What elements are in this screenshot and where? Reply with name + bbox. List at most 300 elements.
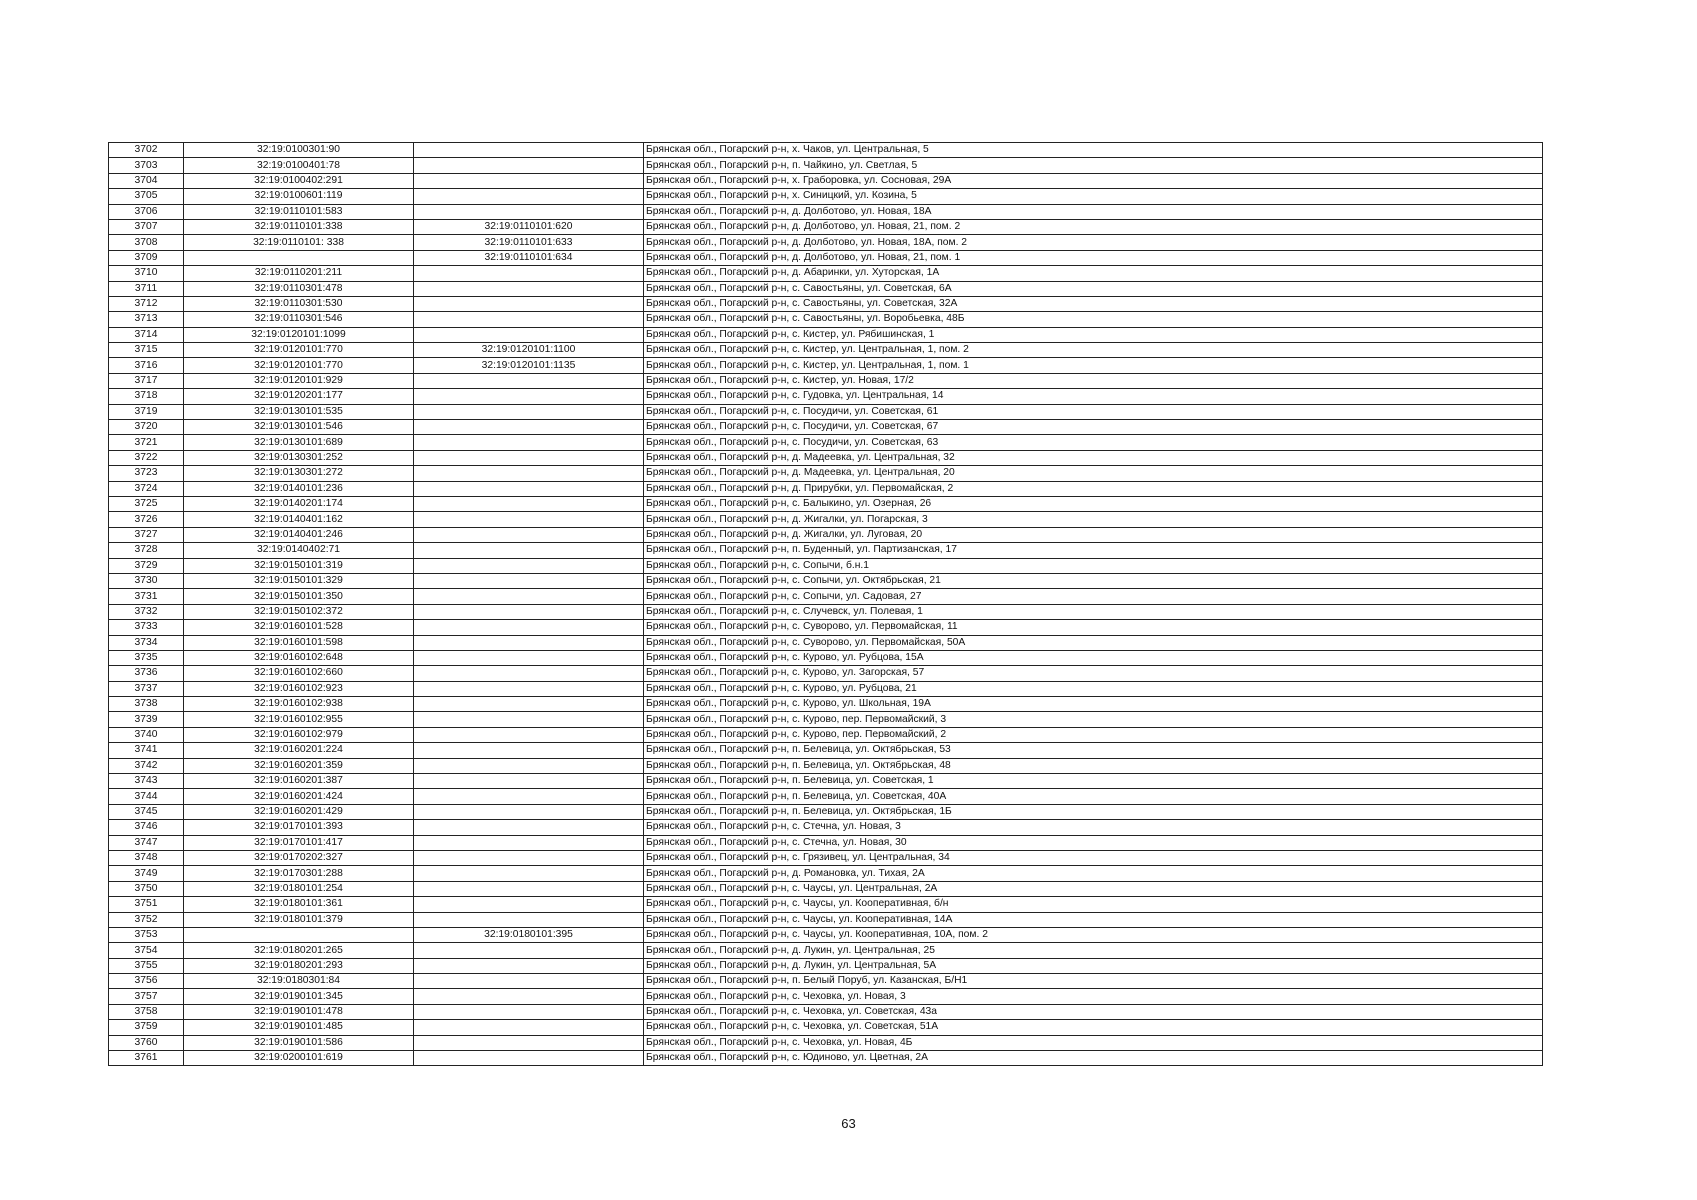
row-number-cell: 3756 <box>109 974 184 989</box>
row-number-cell: 3710 <box>109 266 184 281</box>
address-cell: Брянская обл., Погарский р-н, с. Юдиново, ул. Цветная, 2А <box>644 1051 1543 1066</box>
row-number-cell: 3717 <box>109 373 184 388</box>
premises-cadastral-number-cell <box>414 527 644 542</box>
premises-cadastral-number-cell <box>414 496 644 511</box>
table-row <box>109 1051 1543 1066</box>
premises-cadastral-number-cell <box>414 420 644 435</box>
table-row <box>109 650 1543 665</box>
cadastral-number-cell: 32:19:0180201:293 <box>184 958 414 973</box>
address-cell: Брянская обл., Погарский р-н, с. Курово, ул. Рубцова, 15А <box>644 650 1543 665</box>
address-cell: Брянская обл., Погарский р-н, д. Долботово, ул. Новая, 21, пом. 1 <box>644 250 1543 265</box>
row-number-cell: 3726 <box>109 512 184 527</box>
cadastral-number-cell: 32:19:0130301:272 <box>184 466 414 481</box>
premises-cadastral-number-cell <box>414 604 644 619</box>
premises-cadastral-number-cell <box>414 450 644 465</box>
address-cell: Брянская обл., Погарский р-н, с. Чеховка, ул. Новая, 4Б <box>644 1035 1543 1050</box>
cadastral-number-cell: 32:19:0160102:923 <box>184 681 414 696</box>
row-number-cell: 3728 <box>109 543 184 558</box>
cadastral-number-cell: 32:19:0120101:1099 <box>184 327 414 342</box>
table-row <box>109 558 1543 573</box>
cadastral-number-cell <box>184 927 414 942</box>
address-cell: Брянская обл., Погарский р-н, с. Сопычи, ул. Октябрьская, 21 <box>644 573 1543 588</box>
premises-cadastral-number-cell <box>414 312 644 327</box>
cadastral-number-cell: 32:19:0180101:379 <box>184 912 414 927</box>
row-number-cell: 3761 <box>109 1051 184 1066</box>
premises-cadastral-number-cell <box>414 1035 644 1050</box>
table-row <box>109 1020 1543 1035</box>
row-number-cell: 3759 <box>109 1020 184 1035</box>
table-row <box>109 158 1543 173</box>
premises-cadastral-number-cell <box>414 866 644 881</box>
address-cell: Брянская обл., Погарский р-н, с. Кистер, ул. Новая, 17/2 <box>644 373 1543 388</box>
premises-cadastral-number-cell: 32:19:0110101:634 <box>414 250 644 265</box>
address-cell: Брянская обл., Погарский р-н, п. Буденный, ул. Партизанская, 17 <box>644 543 1543 558</box>
table-row <box>109 481 1543 496</box>
table-row <box>109 620 1543 635</box>
row-number-cell: 3719 <box>109 404 184 419</box>
address-cell: Брянская обл., Погарский р-н, с. Чаусы, ул. Центральная, 2А <box>644 881 1543 896</box>
row-number-cell: 3750 <box>109 881 184 896</box>
row-number-cell: 3730 <box>109 573 184 588</box>
cadastral-number-cell: 32:19:0120201:177 <box>184 389 414 404</box>
premises-cadastral-number-cell <box>414 650 644 665</box>
row-number-cell: 3716 <box>109 358 184 373</box>
row-number-cell: 3707 <box>109 219 184 234</box>
premises-cadastral-number-cell: 32:19:0110101:620 <box>414 219 644 234</box>
table-row <box>109 589 1543 604</box>
row-number-cell: 3753 <box>109 927 184 942</box>
premises-cadastral-number-cell <box>414 635 644 650</box>
table-row <box>109 943 1543 958</box>
row-number-cell: 3742 <box>109 758 184 773</box>
address-cell: Брянская обл., Погарский р-н, с. Чаусы, ул. Кооперативная, 14А <box>644 912 1543 927</box>
row-number-cell: 3706 <box>109 204 184 219</box>
table-row <box>109 420 1543 435</box>
row-number-cell: 3740 <box>109 727 184 742</box>
address-cell: Брянская обл., Погарский р-н, д. Лукин, ул. Центральная, 25 <box>644 943 1543 958</box>
address-cell: Брянская обл., Погарский р-н, с. Грязивец, ул. Центральная, 34 <box>644 850 1543 865</box>
cadastral-number-cell: 32:19:0170101:393 <box>184 820 414 835</box>
row-number-cell: 3757 <box>109 989 184 1004</box>
table-row <box>109 404 1543 419</box>
row-number-cell: 3739 <box>109 712 184 727</box>
address-cell: Брянская обл., Погарский р-н, д. Долботово, ул. Новая, 21, пом. 2 <box>644 219 1543 234</box>
premises-cadastral-number-cell <box>414 1051 644 1066</box>
table-row <box>109 343 1543 358</box>
table-row <box>109 697 1543 712</box>
row-number-cell: 3709 <box>109 250 184 265</box>
cadastral-number-cell: 32:19:0100401:78 <box>184 158 414 173</box>
table-row <box>109 143 1543 158</box>
address-cell: Брянская обл., Погарский р-н, х. Чаков, ул. Центральная, 5 <box>644 143 1543 158</box>
table-row <box>109 527 1543 542</box>
table-row <box>109 666 1543 681</box>
address-cell: Брянская обл., Погарский р-н, с. Стечна, ул. Новая, 3 <box>644 820 1543 835</box>
cadastral-number-cell: 32:19:0160101:598 <box>184 635 414 650</box>
table-row <box>109 712 1543 727</box>
cadastral-number-cell: 32:19:0160102:955 <box>184 712 414 727</box>
cadastral-number-cell: 32:19:0150101:350 <box>184 589 414 604</box>
row-number-cell: 3754 <box>109 943 184 958</box>
row-number-cell: 3702 <box>109 143 184 158</box>
row-number-cell: 3747 <box>109 835 184 850</box>
premises-cadastral-number-cell: 32:19:0120101:1100 <box>414 343 644 358</box>
address-cell: Брянская обл., Погарский р-н, п. Белевица, ул. Октябрьская, 48 <box>644 758 1543 773</box>
cadastral-number-cell: 32:19:0110101:338 <box>184 219 414 234</box>
premises-cadastral-number-cell: 32:19:0120101:1135 <box>414 358 644 373</box>
cadastral-number-cell: 32:19:0130101:535 <box>184 404 414 419</box>
table-row <box>109 189 1543 204</box>
cadastral-number-cell: 32:19:0140201:174 <box>184 496 414 511</box>
address-cell: Брянская обл., Погарский р-н, д. Мадеевка, ул. Центральная, 32 <box>644 450 1543 465</box>
address-cell: Брянская обл., Погарский р-н, с. Чеховка, ул. Новая, 3 <box>644 989 1543 1004</box>
page-number: 63 <box>841 1116 856 1131</box>
premises-cadastral-number-cell <box>414 850 644 865</box>
premises-cadastral-number-cell <box>414 897 644 912</box>
table-row <box>109 250 1543 265</box>
premises-cadastral-number-cell <box>414 1020 644 1035</box>
row-number-cell: 3731 <box>109 589 184 604</box>
cadastral-number-cell: 32:19:0140402:71 <box>184 543 414 558</box>
row-number-cell: 3738 <box>109 697 184 712</box>
address-cell: Брянская обл., Погарский р-н, с. Стечна, ул. Новая, 30 <box>644 835 1543 850</box>
property-register-table <box>108 142 1543 1066</box>
cadastral-number-cell: 32:19:0160201:359 <box>184 758 414 773</box>
premises-cadastral-number-cell <box>414 404 644 419</box>
address-cell: Брянская обл., Погарский р-н, х. Граборовка, ул. Сосновая, 29А <box>644 173 1543 188</box>
premises-cadastral-number-cell <box>414 158 644 173</box>
table-row <box>109 389 1543 404</box>
premises-cadastral-number-cell <box>414 804 644 819</box>
premises-cadastral-number-cell <box>414 558 644 573</box>
premises-cadastral-number-cell <box>414 989 644 1004</box>
address-cell: Брянская обл., Погарский р-н, х. Синицкий, ул. Козина, 5 <box>644 189 1543 204</box>
premises-cadastral-number-cell <box>414 758 644 773</box>
cadastral-number-cell: 32:19:0190101:485 <box>184 1020 414 1035</box>
premises-cadastral-number-cell <box>414 666 644 681</box>
premises-cadastral-number-cell <box>414 143 644 158</box>
row-number-cell: 3734 <box>109 635 184 650</box>
premises-cadastral-number-cell <box>414 943 644 958</box>
premises-cadastral-number-cell <box>414 912 644 927</box>
cadastral-number-cell: 32:19:0180101:254 <box>184 881 414 896</box>
table-row <box>109 235 1543 250</box>
cadastral-number-cell: 32:19:0100601:119 <box>184 189 414 204</box>
row-number-cell: 3724 <box>109 481 184 496</box>
address-cell: Брянская обл., Погарский р-н, с. Чеховка, ул. Советская, 51А <box>644 1020 1543 1035</box>
premises-cadastral-number-cell <box>414 204 644 219</box>
table-row <box>109 573 1543 588</box>
row-number-cell: 3729 <box>109 558 184 573</box>
cadastral-number-cell: 32:19:0150102:372 <box>184 604 414 619</box>
table-row <box>109 835 1543 850</box>
row-number-cell: 3744 <box>109 789 184 804</box>
cadastral-number-cell: 32:19:0120101:770 <box>184 358 414 373</box>
cadastral-number-cell: 32:19:0130101:546 <box>184 420 414 435</box>
cadastral-number-cell: 32:19:0160201:387 <box>184 774 414 789</box>
address-cell: Брянская обл., Погарский р-н, с. Посудичи, ул. Советская, 61 <box>644 404 1543 419</box>
address-cell: Брянская обл., Погарский р-н, с. Случевск, ул. Полевая, 1 <box>644 604 1543 619</box>
table-row <box>109 927 1543 942</box>
address-cell: Брянская обл., Погарский р-н, д. Жигалки, ул. Луговая, 20 <box>644 527 1543 542</box>
address-cell: Брянская обл., Погарский р-н, д. Романовка, ул. Тихая, 2А <box>644 866 1543 881</box>
cadastral-number-cell: 32:19:0160101:528 <box>184 620 414 635</box>
premises-cadastral-number-cell <box>414 774 644 789</box>
address-cell: Брянская обл., Погарский р-н, д. Жигалки, ул. Погарская, 3 <box>644 512 1543 527</box>
cadastral-number-cell: 32:19:0150101:319 <box>184 558 414 573</box>
table-row <box>109 296 1543 311</box>
row-number-cell: 3718 <box>109 389 184 404</box>
premises-cadastral-number-cell <box>414 296 644 311</box>
cadastral-number-cell: 32:19:0130101:689 <box>184 435 414 450</box>
address-cell: Брянская обл., Погарский р-н, д. Долботово, ул. Новая, 18А <box>644 204 1543 219</box>
table-row <box>109 543 1543 558</box>
table-row <box>109 758 1543 773</box>
cadastral-number-cell <box>184 250 414 265</box>
premises-cadastral-number-cell: 32:19:0110101:633 <box>414 235 644 250</box>
row-number-cell: 3725 <box>109 496 184 511</box>
row-number-cell: 3704 <box>109 173 184 188</box>
premises-cadastral-number-cell <box>414 789 644 804</box>
address-cell: Брянская обл., Погарский р-н, с. Балыкино, ул. Озерная, 26 <box>644 496 1543 511</box>
address-cell: Брянская обл., Погарский р-н, с. Курово, ул. Загорская, 57 <box>644 666 1543 681</box>
table-row <box>109 512 1543 527</box>
table-row <box>109 789 1543 804</box>
premises-cadastral-number-cell <box>414 589 644 604</box>
premises-cadastral-number-cell <box>414 389 644 404</box>
row-number-cell: 3758 <box>109 1004 184 1019</box>
cadastral-number-cell: 32:19:0110301:478 <box>184 281 414 296</box>
premises-cadastral-number-cell <box>414 697 644 712</box>
cadastral-number-cell: 32:19:0160102:648 <box>184 650 414 665</box>
cadastral-number-cell: 32:19:0160102:979 <box>184 727 414 742</box>
premises-cadastral-number-cell <box>414 620 644 635</box>
address-cell: Брянская обл., Погарский р-н, с. Чаусы, ул. Кооперативная, б/н <box>644 897 1543 912</box>
premises-cadastral-number-cell <box>414 466 644 481</box>
premises-cadastral-number-cell <box>414 373 644 388</box>
premises-cadastral-number-cell <box>414 435 644 450</box>
row-number-cell: 3723 <box>109 466 184 481</box>
cadastral-number-cell: 32:19:0190101:345 <box>184 989 414 1004</box>
address-cell: Брянская обл., Погарский р-н, с. Посудичи, ул. Советская, 67 <box>644 420 1543 435</box>
cadastral-number-cell: 32:19:0130301:252 <box>184 450 414 465</box>
cadastral-number-cell: 32:19:0160102:660 <box>184 666 414 681</box>
table-row <box>109 681 1543 696</box>
address-cell: Брянская обл., Погарский р-н, п. Белевица, ул. Советская, 1 <box>644 774 1543 789</box>
address-cell: Брянская обл., Погарский р-н, с. Суворово, ул. Первомайская, 11 <box>644 620 1543 635</box>
premises-cadastral-number-cell <box>414 266 644 281</box>
premises-cadastral-number-cell <box>414 543 644 558</box>
row-number-cell: 3745 <box>109 804 184 819</box>
address-cell: Брянская обл., Погарский р-н, с. Курово, пер. Первомайский, 2 <box>644 727 1543 742</box>
premises-cadastral-number-cell <box>414 573 644 588</box>
address-cell: Брянская обл., Погарский р-н, с. Курово, пер. Первомайский, 3 <box>644 712 1543 727</box>
cadastral-number-cell: 32:19:0170101:417 <box>184 835 414 850</box>
cadastral-number-cell: 32:19:0190101:478 <box>184 1004 414 1019</box>
premises-cadastral-number-cell <box>414 835 644 850</box>
cadastral-number-cell: 32:19:0110201:211 <box>184 266 414 281</box>
premises-cadastral-number-cell <box>414 727 644 742</box>
row-number-cell: 3748 <box>109 850 184 865</box>
table-row <box>109 804 1543 819</box>
address-cell: Брянская обл., Погарский р-н, с. Курово, ул. Школьная, 19А <box>644 697 1543 712</box>
row-number-cell: 3714 <box>109 327 184 342</box>
table-row <box>109 435 1543 450</box>
address-cell: Брянская обл., Погарский р-н, с. Кистер, ул. Центральная, 1, пом. 1 <box>644 358 1543 373</box>
row-number-cell: 3755 <box>109 958 184 973</box>
address-cell: Брянская обл., Погарский р-н, п. Белевица, ул. Октябрьская, 1Б <box>644 804 1543 819</box>
cadastral-number-cell: 32:19:0160102:938 <box>184 697 414 712</box>
address-cell: Брянская обл., Погарский р-н, с. Кистер, ул. Рябишинская, 1 <box>644 327 1543 342</box>
premises-cadastral-number-cell <box>414 681 644 696</box>
row-number-cell: 3732 <box>109 604 184 619</box>
table-row <box>109 1004 1543 1019</box>
cadastral-number-cell: 32:19:0140401:162 <box>184 512 414 527</box>
table-row <box>109 866 1543 881</box>
table-row <box>109 897 1543 912</box>
address-cell: Брянская обл., Погарский р-н, с. Посудичи, ул. Советская, 63 <box>644 435 1543 450</box>
cadastral-number-cell: 32:19:0200101:619 <box>184 1051 414 1066</box>
cadastral-number-cell: 32:19:0170301:288 <box>184 866 414 881</box>
row-number-cell: 3721 <box>109 435 184 450</box>
row-number-cell: 3720 <box>109 420 184 435</box>
address-cell: Брянская обл., Погарский р-н, с. Гудовка, ул. Центральная, 14 <box>644 389 1543 404</box>
cadastral-number-cell: 32:19:0170202:327 <box>184 850 414 865</box>
cadastral-number-cell: 32:19:0100402:291 <box>184 173 414 188</box>
address-cell: Брянская обл., Погарский р-н, д. Лукин, ул. Центральная, 5А <box>644 958 1543 973</box>
row-number-cell: 3735 <box>109 650 184 665</box>
table-row <box>109 912 1543 927</box>
address-cell: Брянская обл., Погарский р-н, п. Белевица, ул. Советская, 40А <box>644 789 1543 804</box>
premises-cadastral-number-cell <box>414 173 644 188</box>
cadastral-number-cell: 32:19:0110101:583 <box>184 204 414 219</box>
address-cell: Брянская обл., Погарский р-н, с. Сопычи, ул. Садовая, 27 <box>644 589 1543 604</box>
table-row <box>109 820 1543 835</box>
address-cell: Брянская обл., Погарский р-н, с. Кистер, ул. Центральная, 1, пом. 2 <box>644 343 1543 358</box>
premises-cadastral-number-cell <box>414 512 644 527</box>
row-number-cell: 3733 <box>109 620 184 635</box>
table-row <box>109 958 1543 973</box>
table-row <box>109 635 1543 650</box>
cadastral-number-cell: 32:19:0180101:361 <box>184 897 414 912</box>
cadastral-number-cell: 32:19:0110301:546 <box>184 312 414 327</box>
row-number-cell: 3711 <box>109 281 184 296</box>
premises-cadastral-number-cell <box>414 281 644 296</box>
premises-cadastral-number-cell <box>414 481 644 496</box>
cadastral-number-cell: 32:19:0180201:265 <box>184 943 414 958</box>
cadastral-number-cell: 32:19:0140401:246 <box>184 527 414 542</box>
cadastral-number-cell: 32:19:0110301:530 <box>184 296 414 311</box>
premises-cadastral-number-cell <box>414 189 644 204</box>
address-cell: Брянская обл., Погарский р-н, с. Курово, ул. Рубцова, 21 <box>644 681 1543 696</box>
table-row <box>109 496 1543 511</box>
table-row <box>109 466 1543 481</box>
row-number-cell: 3712 <box>109 296 184 311</box>
address-cell: Брянская обл., Погарский р-н, с. Сопычи, б.н.1 <box>644 558 1543 573</box>
table-row <box>109 743 1543 758</box>
premises-cadastral-number-cell <box>414 820 644 835</box>
table-row <box>109 604 1543 619</box>
premises-cadastral-number-cell <box>414 743 644 758</box>
row-number-cell: 3727 <box>109 527 184 542</box>
row-number-cell: 3703 <box>109 158 184 173</box>
table-row <box>109 327 1543 342</box>
address-cell: Брянская обл., Погарский р-н, с. Савостьяны, ул. Воробьевка, 48Б <box>644 312 1543 327</box>
premises-cadastral-number-cell <box>414 974 644 989</box>
cadastral-number-cell: 32:19:0120101:770 <box>184 343 414 358</box>
cadastral-number-cell: 32:19:0190101:586 <box>184 1035 414 1050</box>
table-row <box>109 219 1543 234</box>
row-number-cell: 3737 <box>109 681 184 696</box>
table-row <box>109 450 1543 465</box>
table-row <box>109 850 1543 865</box>
row-number-cell: 3743 <box>109 774 184 789</box>
row-number-cell: 3713 <box>109 312 184 327</box>
address-cell: Брянская обл., Погарский р-н, с. Суворово, ул. Первомайская, 50А <box>644 635 1543 650</box>
address-cell: Брянская обл., Погарский р-н, п. Чайкино, ул. Светлая, 5 <box>644 158 1543 173</box>
table-row <box>109 173 1543 188</box>
table-row <box>109 281 1543 296</box>
table-row <box>109 373 1543 388</box>
cadastral-number-cell: 32:19:0160201:224 <box>184 743 414 758</box>
register-table-body <box>109 143 1543 1066</box>
cadastral-number-cell: 32:19:0120101:929 <box>184 373 414 388</box>
premises-cadastral-number-cell: 32:19:0180101:395 <box>414 927 644 942</box>
table-row <box>109 204 1543 219</box>
cadastral-number-cell: 32:19:0100301:90 <box>184 143 414 158</box>
premises-cadastral-number-cell <box>414 327 644 342</box>
row-number-cell: 3715 <box>109 343 184 358</box>
premises-cadastral-number-cell <box>414 958 644 973</box>
table-row <box>109 989 1543 1004</box>
row-number-cell: 3722 <box>109 450 184 465</box>
table-row <box>109 727 1543 742</box>
row-number-cell: 3752 <box>109 912 184 927</box>
row-number-cell: 3708 <box>109 235 184 250</box>
premises-cadastral-number-cell <box>414 712 644 727</box>
cadastral-number-cell: 32:19:0150101:329 <box>184 573 414 588</box>
address-cell: Брянская обл., Погарский р-н, д. Мадеевка, ул. Центральная, 20 <box>644 466 1543 481</box>
row-number-cell: 3741 <box>109 743 184 758</box>
row-number-cell: 3736 <box>109 666 184 681</box>
table-row <box>109 974 1543 989</box>
cadastral-number-cell: 32:19:0180301:84 <box>184 974 414 989</box>
cadastral-number-cell: 32:19:0140101:236 <box>184 481 414 496</box>
premises-cadastral-number-cell <box>414 881 644 896</box>
table-row <box>109 312 1543 327</box>
address-cell: Брянская обл., Погарский р-н, с. Чаусы, ул. Кооперативная, 10А, пом. 2 <box>644 927 1543 942</box>
address-cell: Брянская обл., Погарский р-н, с. Савостьяны, ул. Советская, 6А <box>644 281 1543 296</box>
address-cell: Брянская обл., Погарский р-н, с. Савостьяны, ул. Советская, 32А <box>644 296 1543 311</box>
cadastral-number-cell: 32:19:0160201:424 <box>184 789 414 804</box>
row-number-cell: 3760 <box>109 1035 184 1050</box>
address-cell: Брянская обл., Погарский р-н, д. Прирубки, ул. Первомайская, 2 <box>644 481 1543 496</box>
row-number-cell: 3749 <box>109 866 184 881</box>
address-cell: Брянская обл., Погарский р-н, п. Белый Поруб, ул. Казанская, Б/Н1 <box>644 974 1543 989</box>
cadastral-number-cell: 32:19:0160201:429 <box>184 804 414 819</box>
row-number-cell: 3751 <box>109 897 184 912</box>
table-row <box>109 358 1543 373</box>
address-cell: Брянская обл., Погарский р-н, д. Абаринки, ул. Хуторская, 1А <box>644 266 1543 281</box>
table-row <box>109 1035 1543 1050</box>
table-row <box>109 881 1543 896</box>
premises-cadastral-number-cell <box>414 1004 644 1019</box>
address-cell: Брянская обл., Погарский р-н, п. Белевица, ул. Октябрьская, 53 <box>644 743 1543 758</box>
table-row <box>109 266 1543 281</box>
row-number-cell: 3705 <box>109 189 184 204</box>
table-row <box>109 774 1543 789</box>
address-cell: Брянская обл., Погарский р-н, д. Долботово, ул. Новая, 18А, пом. 2 <box>644 235 1543 250</box>
